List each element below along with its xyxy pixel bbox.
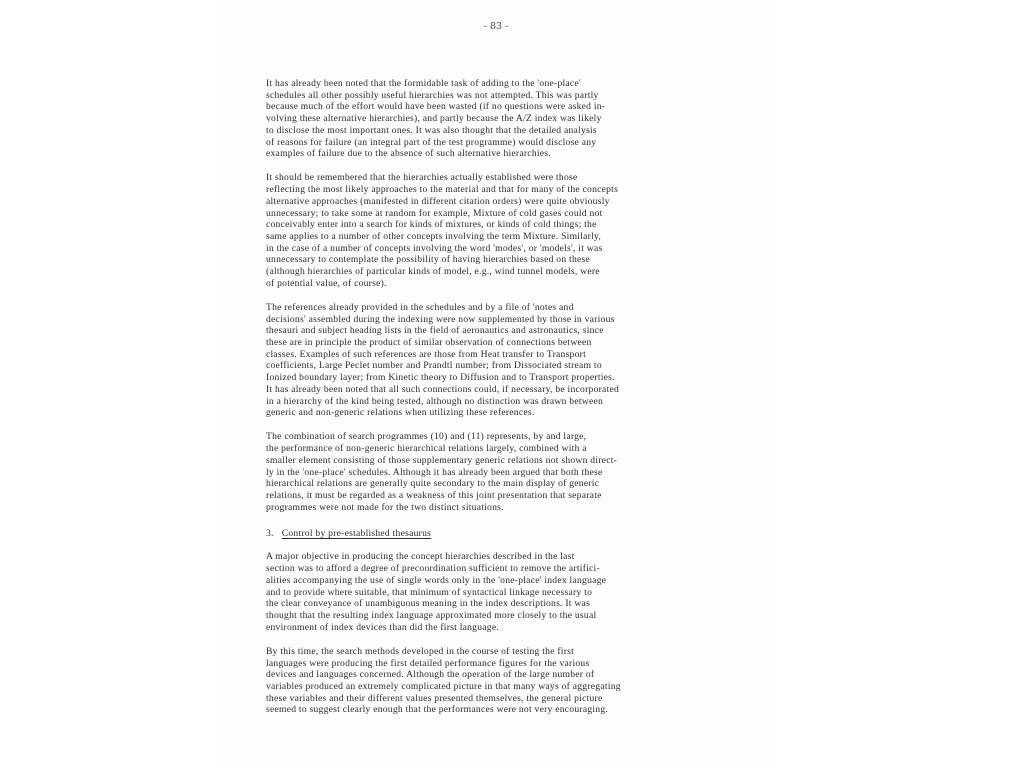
- paragraph: [266, 551, 712, 633]
- text-line: hierarchical relations are generally quite secondary to the main display of generic: [266, 478, 600, 490]
- text-line: because much of the effort would have been wasted (if no questions were asked in-: [266, 101, 606, 113]
- text-line: thesauri and subject heading lists in the field of aeronautics and astronautics, since: [266, 325, 604, 337]
- text-line: the clear conveyance of unambiguous meaning in the index descriptions. It was: [266, 598, 591, 610]
- text-line: the performance of non-generic hierarchical relations largely, combined with a: [266, 443, 587, 455]
- section-title: Control by pre-established thesaurus: [281, 528, 432, 540]
- text-line: It has already been noted that the formidable task of adding to the 'one-place': [266, 78, 581, 89]
- text-line: unnecessary; to take some at random for example, Mixture of cold gases could not: [266, 207, 603, 219]
- text-line: these are in principle the product of similar observation of connections between: [266, 337, 592, 349]
- text-line: volving these alternative hierarchies), and partly because the A/Z index was likely: [266, 113, 602, 125]
- page-number: - 83 -: [483, 21, 509, 32]
- text-line: alternative approaches (manifested in different citation orders) were quite obviously: [266, 195, 610, 207]
- text-line: generic and non-generic relations when utilizing these references.: [266, 407, 535, 419]
- text-line: in a hierarchy of the kind being tested, although no distinction was drawn between: [266, 395, 604, 407]
- text-line: classes. Examples of such references are those from Heat transfer to Transport: [266, 348, 587, 360]
- section-heading: [266, 528, 712, 539]
- text-line: smaller element consisting of those supplementary generic relations not shown direct-: [266, 454, 618, 466]
- text-line: coefficients, Large Peclet number and Prandtl number; from Dissociated stream to: [266, 360, 602, 372]
- document-page: [218, 0, 774, 768]
- page-body: [266, 78, 712, 729]
- text-line: schedules all other possibly useful hierarchies was not attempted. This was partly: [266, 89, 599, 101]
- text-line: relations, it must be regarded as a weakness of this joint presentation that separate: [266, 490, 602, 501]
- text-line: to disclose the most important ones. It was also thought that the detailed analysis: [266, 124, 597, 136]
- text-line: variables produced an extremely complicated picture in that many ways of aggregating: [266, 680, 621, 692]
- text-line: A major objective in producing the concept hierarchies described in the last: [266, 551, 575, 563]
- text-line: It has already been noted that all such connections could, if necessary, be incorporated: [266, 383, 620, 395]
- paragraph: [266, 431, 712, 513]
- text-line: thought that the resulting index language approximated more closely to the usual: [266, 609, 597, 621]
- text-line: By this time, the search methods developed in the course of testing the first: [266, 645, 575, 657]
- section-number: 3.: [266, 528, 274, 540]
- text-line: in the case of a number of concepts involving the word 'modes', or 'models', it was: [266, 242, 603, 254]
- text-line: reflecting the most likely approaches to the material and that for many of the concepts: [266, 184, 619, 196]
- text-line: unnecessary to contemplate the possibility of having hierarchies based on these: [266, 254, 590, 266]
- paragraph: [266, 78, 712, 160]
- text-line: of potential value, of course).: [266, 277, 387, 289]
- text-line: Ionized boundary layer; from Kinetic theory to Diffusion and to Transport properties.: [266, 372, 615, 384]
- text-line: decisions' assembled during the indexing were now supplemented by those in various: [266, 313, 615, 325]
- text-line: and to provide where suitable, that minimum of syntactical linkage necessary to: [266, 586, 593, 598]
- text-line: seemed to suggest clearly enough that the performances were not very encouraging.: [266, 704, 609, 716]
- paragraph: [266, 646, 712, 716]
- text-line: environment of index devices than did the first language.: [266, 621, 499, 633]
- text-line: (although hierarchies of particular kinds of model, e.g., wind tunnel models, were: [266, 266, 600, 278]
- text-line: alities accompanying the use of single words only in the 'one-place' index language: [266, 574, 607, 586]
- text-line: these variables and their different values presented themselves, the general picture: [266, 692, 603, 704]
- text-line: conceivably enter into a search for kinds of mixtures, or kinds of cold things; the: [266, 219, 597, 231]
- text-line: examples of failure due to the absence of such alternative hierarchies.: [266, 148, 551, 160]
- text-line: languages were producing the first detailed performance figures for the various: [266, 657, 590, 669]
- text-line: The references already provided in the schedules and by a file of 'notes and: [266, 301, 574, 313]
- text-line: The combination of search programmes (10) and (11) represents, by and large,: [266, 431, 587, 443]
- text-line: of reasons for failure (an integral part of the test programme) would disclose any: [266, 136, 597, 148]
- paragraph: [266, 172, 712, 289]
- text-line: It should be remembered that the hierarchies actually established were those: [266, 172, 578, 184]
- text-line: programmes were not made for the two distinct situations.: [266, 501, 504, 513]
- text-line: section was to afford a degree of precoordination sufficient to remove the artifici-: [266, 563, 600, 575]
- text-line: same applies to a number of other concepts involving the term Mixture. Similarly,: [266, 230, 602, 242]
- text-line: devices and languages concerned. Although the operation of the large number of: [266, 669, 595, 681]
- text-line: ly in the 'one-place' schedules. Although it has already been argued that both these: [266, 466, 603, 478]
- paragraph: [266, 302, 712, 419]
